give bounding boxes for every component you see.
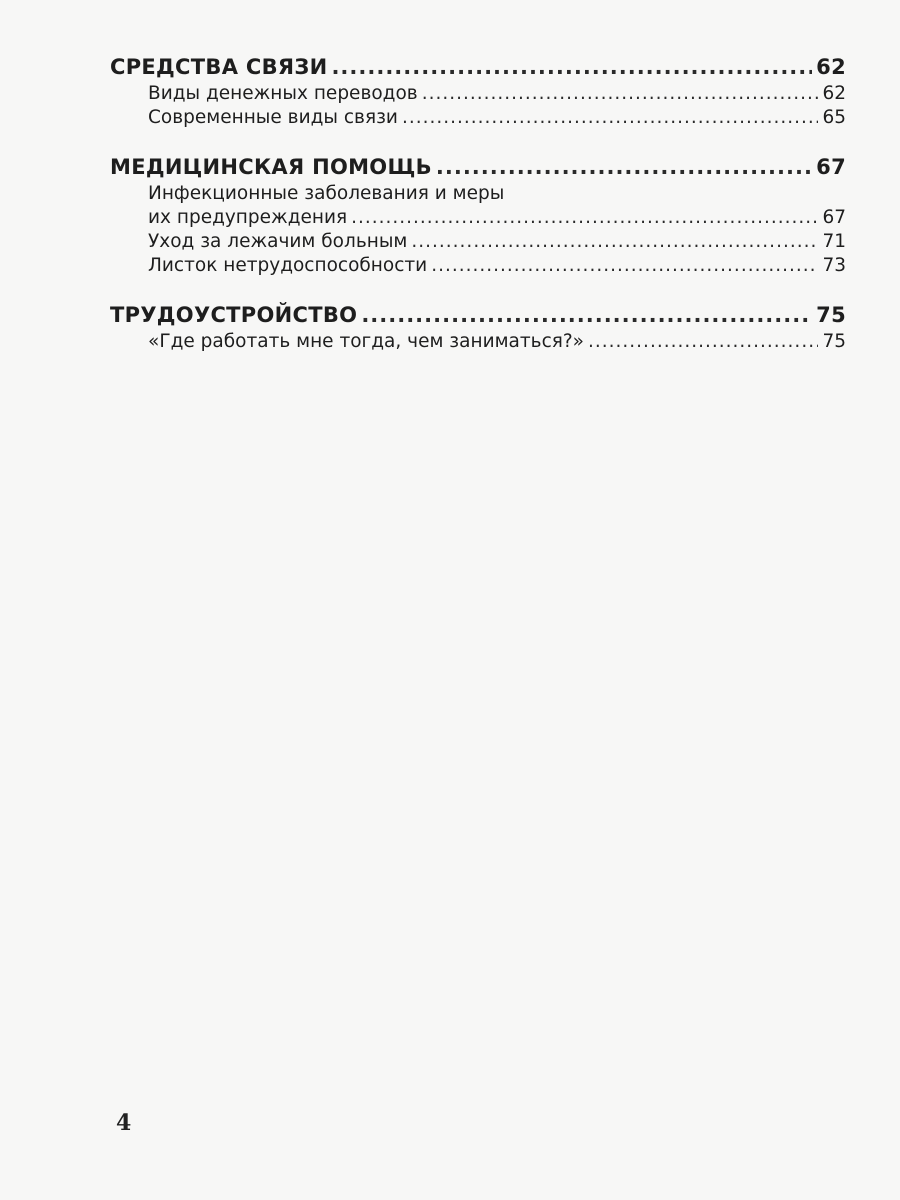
toc-entry-title: «Где работать мне тогда, чем заниматься?» [148, 331, 585, 352]
dot-leader [351, 206, 818, 230]
dot-leader [411, 230, 818, 254]
toc-entry-first-line [110, 182, 846, 206]
toc-heading-title: МЕДИЦИНСКАЯ ПОМОЩЬ [110, 155, 432, 179]
toc-entry-page: 75 [822, 331, 846, 352]
toc-entry-title: их предупреждения [148, 207, 348, 228]
toc-heading-page: 62 [816, 55, 846, 79]
toc-entry-page: 67 [822, 207, 846, 228]
toc-section-employment [110, 300, 846, 354]
dot-leader [331, 52, 812, 82]
toc-entry-page: 71 [822, 231, 846, 252]
toc-heading [110, 52, 846, 82]
toc-section-medical [110, 152, 846, 278]
dot-leader [422, 82, 819, 106]
dot-leader [431, 254, 818, 278]
toc-entry [110, 106, 846, 130]
toc-heading-title: СРЕДСТВА СВЯЗИ [110, 55, 328, 79]
dot-leader [402, 106, 819, 130]
toc-heading-page: 75 [816, 303, 846, 327]
toc-entry [110, 254, 846, 278]
toc-entry-title: Уход за лежачим больным [148, 231, 408, 252]
toc-entry [110, 330, 846, 354]
toc-entry-title-line1: Инфекционные заболевания и меры [148, 183, 505, 204]
toc-entry-title: Современные виды связи [148, 107, 398, 128]
toc-section-communication [110, 52, 846, 130]
toc-heading [110, 152, 846, 182]
toc-heading-title: ТРУДОУСТРОЙСТВО [110, 303, 358, 327]
page-number: 4 [116, 1110, 132, 1136]
toc-entry-page: 65 [822, 107, 846, 128]
toc-entry-title: Листок нетрудоспособности [148, 255, 428, 276]
toc-entry-page: 73 [822, 255, 846, 276]
dot-leader [588, 330, 818, 354]
toc-entry [110, 230, 846, 254]
toc-heading [110, 300, 846, 330]
toc-entry-page: 62 [822, 83, 846, 104]
dot-leader [361, 300, 812, 330]
table-of-contents [110, 52, 846, 354]
dot-leader [436, 152, 812, 182]
toc-entry [110, 206, 846, 230]
toc-entry-title: Виды денежных переводов [148, 83, 418, 104]
toc-entry [110, 82, 846, 106]
toc-heading-page: 67 [816, 155, 846, 179]
